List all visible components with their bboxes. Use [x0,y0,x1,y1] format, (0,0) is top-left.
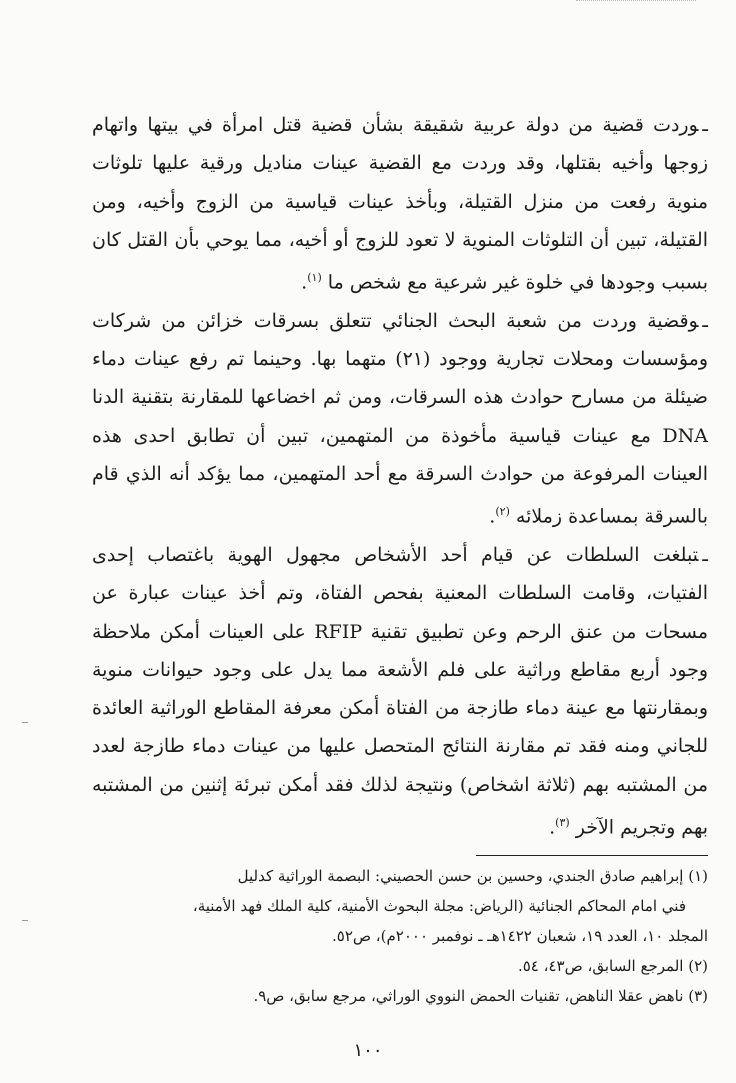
footnote-1-line-3: المجلد ١٠، العدد ١٩، شعبان ١٤٢٢هـ ـ نوفمبر ٢٠٠٠م)، ص٥٢. [332,927,708,945]
footnote-3: (٣) ناهض عقلا الناهض، تقنيات الحمض النووي الوراثي، مرجع سابق، ص٩. [253,987,708,1005]
footnotes [96,861,708,1011]
body-text [92,106,708,847]
footnote-ref-2[interactable]: (٢) [495,505,510,519]
paragraph-1: ـوردت قضية من دولة عربية شقيقة بشأن قضية قتل امرأة في بيتها واتهام زوجها وأخيه بقتلها، وقد وردت مع القضية عينات مناديل ورقية عليها تلوثات منوية رفعت من منزل القتيلة، وبأخذ عينات قياسية من الزوج وأخيه، ومن القتيلة، تبين أن التلوثات المنوية لا تعود للزوج أو أخيه، مما يوحي بأن القتل كان بسبب وجودها في خلوة غير شرعية مع شخص ما $^{(١)}$. [92,114,708,294]
footnote-1-line-2: فني امام المحاكم الجنائية (الرياض: مجلة البحوث الأمنية، كلية الملك فهد الأمنية، [192,897,686,915]
footnote-separator [476,855,708,856]
paragraph-3: ـتبلغت السلطات عن قيام أحد الأشخاص مجهول الهوية باغتصاب إحدى الفتيات، وقامت السلطات المعنية بفحص الفتاة، وتم أخذ عينات عبارة عن مسحات من عنق الرحم وعن تطبيق تقنية RFIP على العينات أمكن ملاحظة وجود أربع مقاطع وراثية على فلم الأشعة مما يدل على وجود حيوانات منوية وبمقارنتها مع عينة دماء طازجة من الفتاة أمكن معرفة المقاطع الوراثية العائدة للجاني ومنه فقد تم مقارنة النتائج المتحصل عليها من عينات دماء طازجة لعدد من المشتبه بهم (ثلاثة اشخاص) ونتيجة لذلك فقد أمكن تبرئة إثنين من المشتبه بهم وتجريم الآخر $^{(٣)}$. [92,543,708,839]
paragraph-2: ـوقضية وردت من شعبة البحث الجنائي تتعلق بسرقات خزائن من شركات ومؤسسات ومحلات تجارية ووجود (٢١) متهما بها. وحينما تم رفع عينات دماء ضيئلة من مسارح حوادث هذه السرقات، ومن ثم اخضاعها للمقارنة بتقنية الدنا DNA مع عينات قياسية مأخوذة من المتهمين، تبين أن تطابق احدى هذه العينات المرفوعة من حوادث السرقة مع أحد المتهمين، مما يؤكد أنه الذي قام بالسرقة بمساعدة زملائه $^{(٢)}$. [92,309,708,528]
page-number: ١٠٠ [353,1040,383,1061]
margin-tick [22,920,28,921]
footnote-2: (٢) المرجع السابق، ص٤٣، ٥٤. [517,957,708,975]
margin-tick [22,722,28,723]
footnote-ref-1[interactable]: (١) [307,271,322,285]
footnote-ref-3[interactable]: (٣) [555,816,570,829]
footnote-1: (١) إبراهيم صادق الجندي، وحسين بن حسن الحصيني: البصمة الوراثية كدليل [237,867,708,885]
scan-edge-mark [576,0,696,5]
